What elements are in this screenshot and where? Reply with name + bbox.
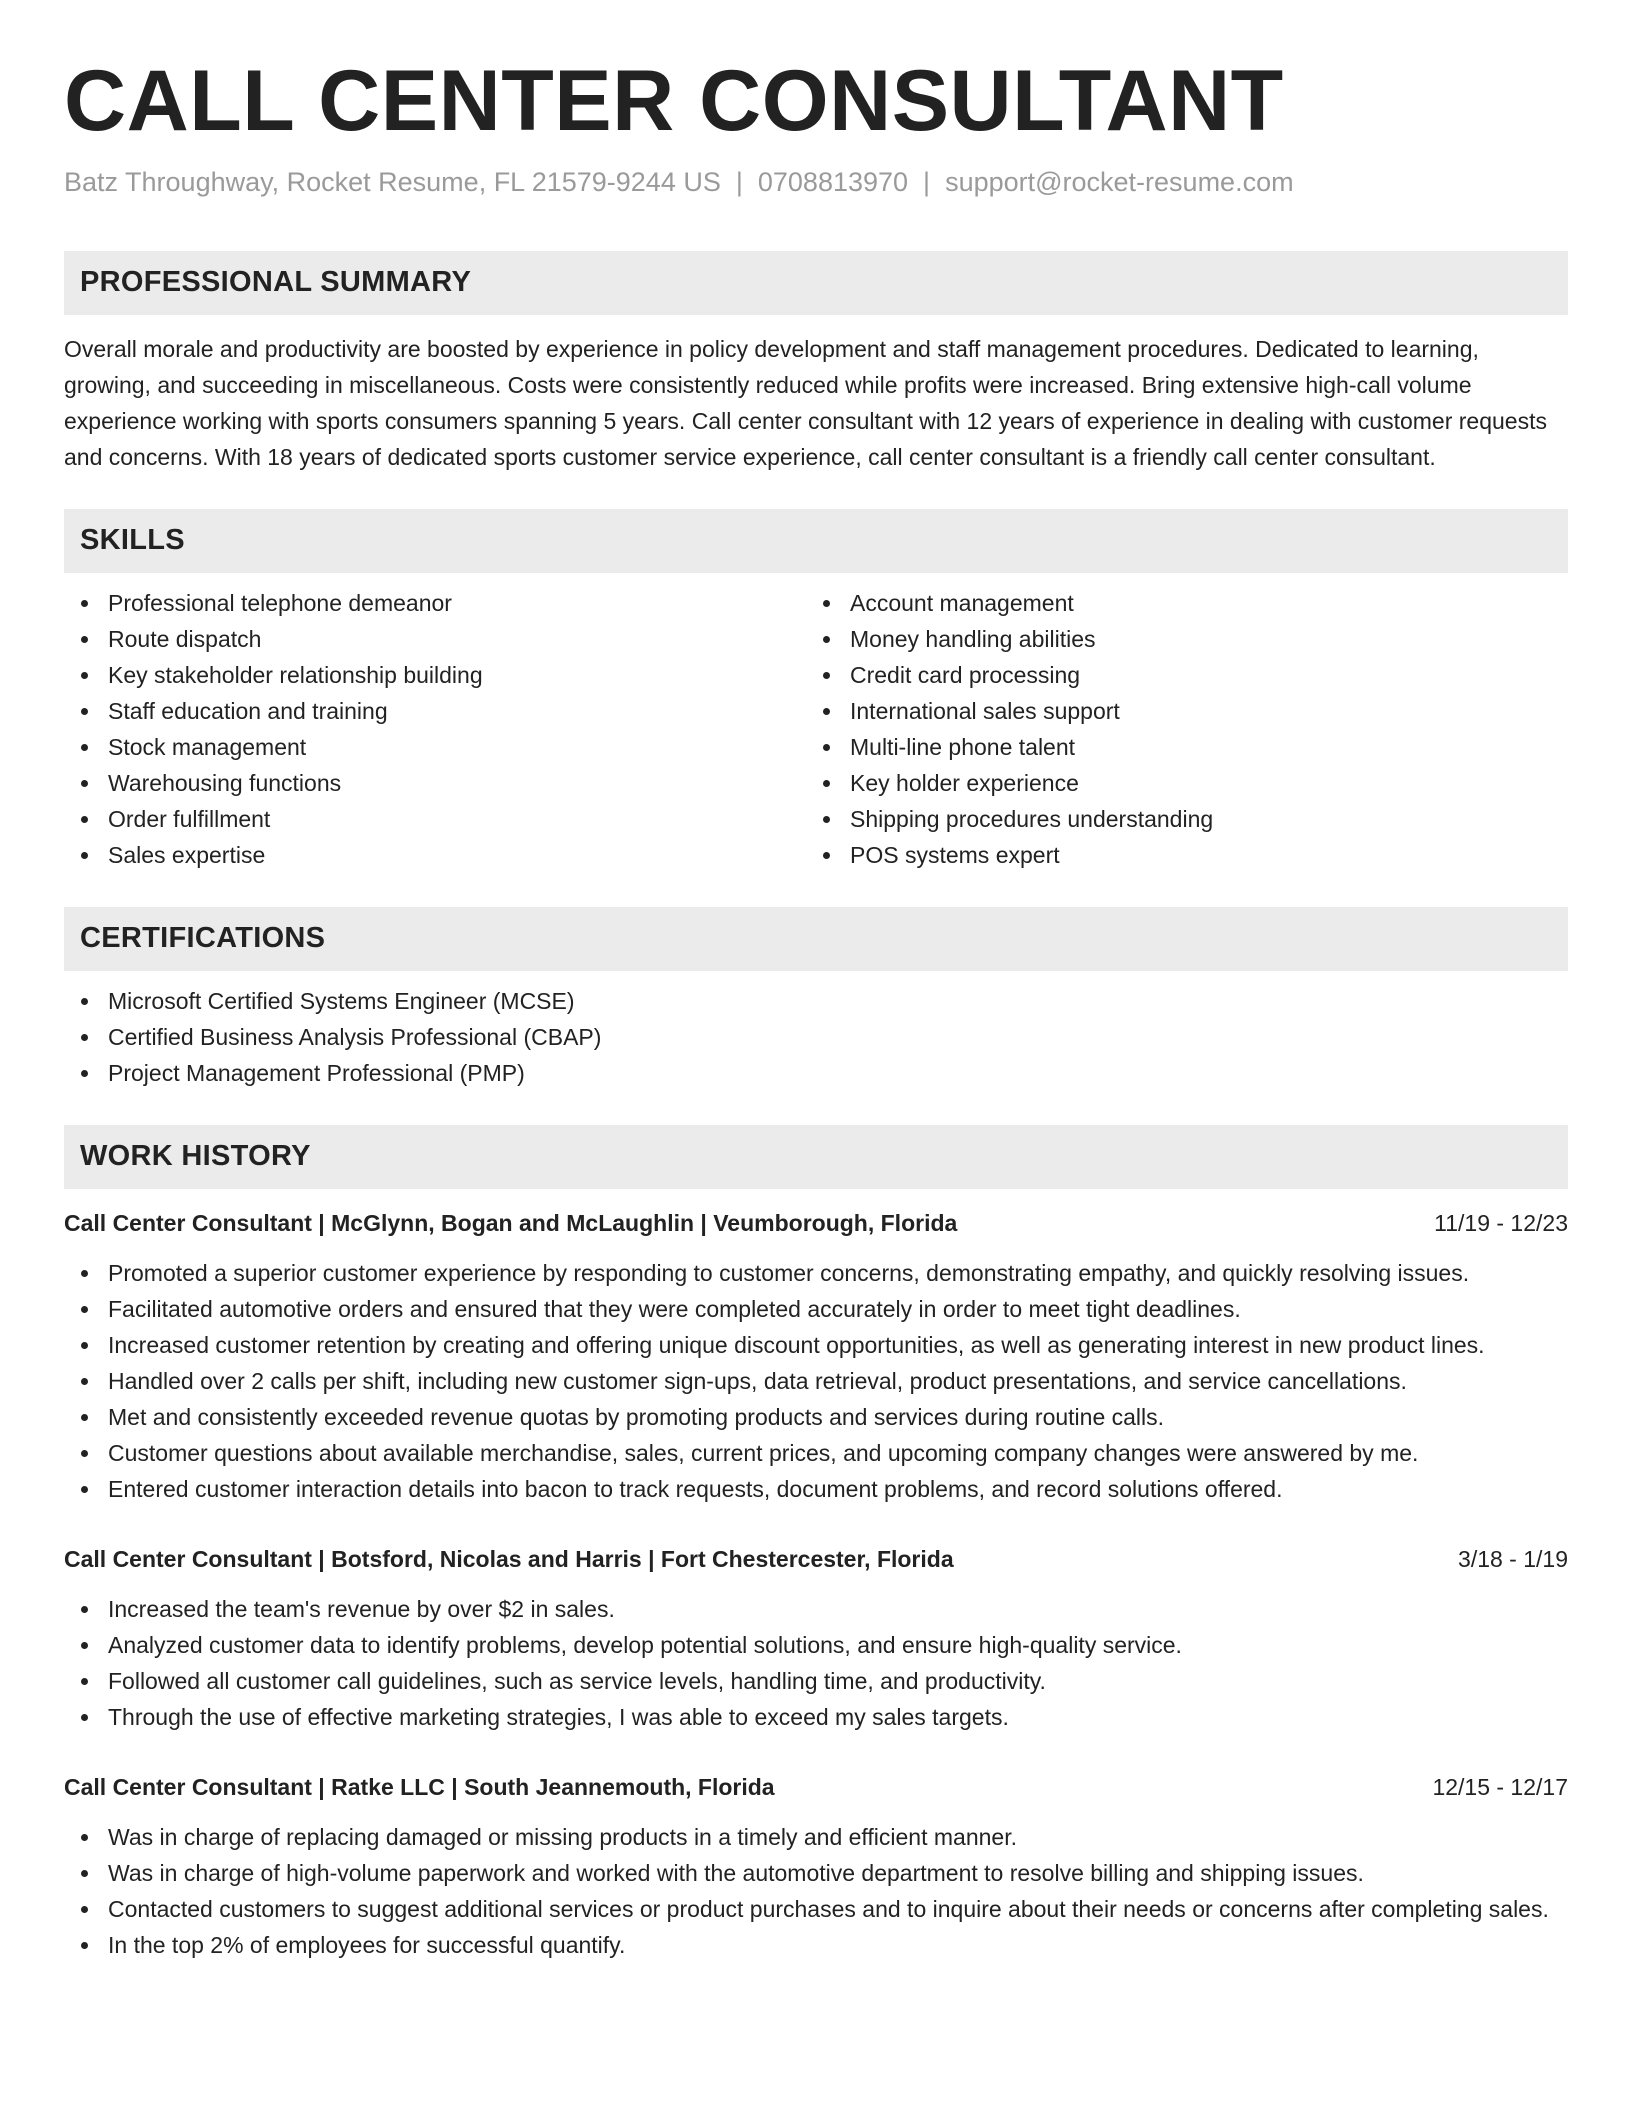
list-item: Staff education and training [64,693,806,729]
contact-address: Batz Throughway, Rocket Resume, FL 21579-9244 US [64,166,721,197]
job-bullets [64,1255,1568,1507]
list-item: Route dispatch [64,621,806,657]
list-item: Shipping procedures understanding [806,801,1548,837]
contact-separator: | [735,166,743,197]
list-item: Entered customer interaction details into bacon to track requests, document problems, and record solutions offered. [64,1471,1568,1507]
skills-column-left [64,585,806,873]
list-item: Stock management [64,729,806,765]
job-dates: 12/15 - 12/17 [1432,1773,1568,1800]
list-item: Professional telephone demeanor [64,585,806,621]
list-item: Increased customer retention by creating and offering unique discount opportunities, as well as generating interest in new product lines. [64,1327,1568,1363]
list-item: Contacted customers to suggest additional services or product purchases and to inquire about their needs or concerns after completing sales. [64,1891,1568,1927]
skills-list [64,585,1568,873]
list-item: Certified Business Analysis Professional (CBAP) [64,1019,1568,1055]
list-item: POS systems expert [806,837,1548,873]
list-item: Key holder experience [806,765,1548,801]
contact-email: support@rocket-resume.com [945,166,1294,197]
list-item: Warehousing functions [64,765,806,801]
job-title: Call Center Consultant | Ratke LLC | South Jeannemouth, Florida [64,1773,775,1800]
page-title: CALL CENTER CONSULTANT [64,53,1284,149]
job-entry [64,1769,1568,1963]
list-item: In the top 2% of employees for successful quantify. [64,1927,1568,1963]
section-header-skills: SKILLS [64,509,1568,573]
section-header-certifications: CERTIFICATIONS [64,907,1568,971]
job-dates: 3/18 - 1/19 [1458,1545,1568,1572]
list-item: Increased the team's revenue by over $2 in sales. [64,1591,1568,1627]
list-item: Sales expertise [64,837,806,873]
list-item: Customer questions about available merchandise, sales, current prices, and upcoming company changes were answered by me. [64,1435,1568,1471]
list-item: Analyzed customer data to identify problems, develop potential solutions, and ensure high-quality service. [64,1627,1568,1663]
list-item: Money handling abilities [806,621,1548,657]
list-item: Multi-line phone talent [806,729,1548,765]
list-item: Handled over 2 calls per shift, including new customer sign-ups, data retrieval, product presentations, and service cancellations. [64,1363,1568,1399]
job-title: Call Center Consultant | Botsford, Nicolas and Harris | Fort Chestercester, Florida [64,1545,954,1572]
job-header [64,1205,1568,1241]
list-item: Credit card processing [806,657,1548,693]
contact-line [64,167,1568,198]
summary-text: Overall morale and productivity are boosted by experience in policy development and staff management procedures. Dedicated to learning, growing, and succeeding in miscellaneous. Costs were consistently reduced while profits were increased. Bring extensive high-call volume experience working with sports consumers spanning 5 years. Call center consultant with 12 years of experience in dealing with customer requests and concerns. With 18 years of dedicated sports customer service experience, call center consultant is a friendly call center consultant. [64,335,1547,470]
list-item: Was in charge of high-volume paperwork and worked with the automotive department to resolve billing and shipping issues. [64,1855,1568,1891]
list-item: Account management [806,585,1548,621]
list-item: Followed all customer call guidelines, such as service levels, handling time, and productivity. [64,1663,1568,1699]
list-item: Project Management Professional (PMP) [64,1055,1568,1091]
job-dates: 11/19 - 12/23 [1434,1209,1568,1236]
list-item: International sales support [806,693,1548,729]
list-item: Order fulfillment [64,801,806,837]
section-header-summary: PROFESSIONAL SUMMARY [64,251,1568,315]
job-bullets [64,1591,1568,1735]
job-bullets [64,1819,1568,1963]
certifications-list [64,983,1568,1091]
list-item: Key stakeholder relationship building [64,657,806,693]
contact-phone: 0708813970 [757,166,909,197]
list-item: Was in charge of replacing damaged or missing products in a timely and efficient manner. [64,1819,1568,1855]
list-item: Promoted a superior customer experience by responding to customer concerns, demonstrating empathy, and quickly resolving issues. [64,1255,1568,1291]
job-title: Call Center Consultant | McGlynn, Bogan and McLaughlin | Veumborough, Florida [64,1209,958,1236]
skills-column-right [806,585,1548,873]
list-item: Facilitated automotive orders and ensured that they were completed accurately in order to meet tight deadlines. [64,1291,1568,1327]
list-item: Microsoft Certified Systems Engineer (MCSE) [64,983,1568,1019]
section-header-work-history: WORK HISTORY [64,1125,1568,1189]
contact-separator: | [923,166,931,197]
list-item: Met and consistently exceeded revenue quotas by promoting products and services during routine calls. [64,1399,1568,1435]
job-entry [64,1205,1568,1507]
job-header [64,1541,1568,1577]
job-header [64,1769,1568,1805]
job-entry [64,1541,1568,1735]
list-item: Through the use of effective marketing strategies, I was able to exceed my sales targets. [64,1699,1568,1735]
